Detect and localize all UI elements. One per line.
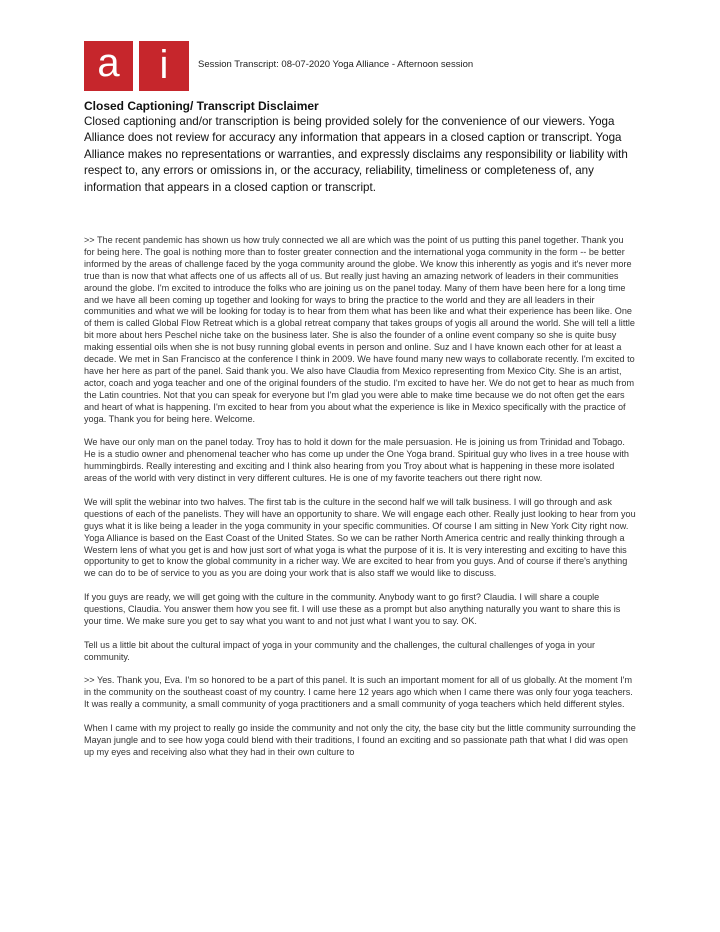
disclaimer-heading: Closed Captioning/ Transcript Disclaimer [84, 99, 319, 113]
disclaimer-section [84, 98, 644, 196]
transcript-paragraph: >> The recent pandemic has shown us how truly connected we all are which was the point of us putting this panel together. Thank you for being here. The goal is nothing more than to foster greater connection and the international yoga community in the form -- be better informed by the areas of challenge faced by the yoga community around the globe. We know this inherently as yogis and it's never more true than is now that what affects one of us affects all of us. But really just having an amazing network of leaders in their communities around the globe. I'm excited to introduce the folks who are joining us on the panel today. Many of them have been here for a long time and we have all been coming up together and looking for ways to bring the practice to the world and they are all leaders in their communities and what we will be looking for today is to hear from them what has been like and what their experience has been like. One of them is called Global Flow Retreat which is a global retreat company that takes groups of yogis all around the world. She will tell a little bit more about hers Peschel niche take on the business later. She is also the founder of a online event company so she is quite busy making essential oils when she is not busy running global events in person and online. Suz and I have known each other for at least a decade. We met in San Francisco at the conference I think in 2009. We have found many new ways to collaborate recently. I'm excited to have her here as part of the panel. Said thank you. We also have Claudia from Mexico representing from Mexico City. She is an artist, actor, coach and yoga teacher and one of the original founders of the studio. I'm excited to have her. We do not get to hear as much from the Latin countries. Not that you can speak for everyone but I'm glad you were able to make time because we do not often get the ears and heart of what is happening. I'm excited to hear from you about what the experience is like in Mexico specifically with the practice of yoga. Thank you for being here. Welcome. [84, 235, 635, 424]
transcript-paragraph: We will split the webinar into two halves. The first tab is the culture in the second half we will talk business. I will go through and ask questions of each of the panelists. They will have an opportunity to share. We will engage each other. Really just looking to hear from you guys what it is like being a leader in the yoga community in your specific communities. Of course I am sitting in New York City right now. Yoga Alliance is based on the East Coast of the United States. So we can be rather North America centric and really thinking through a Western lens of what you get is and how just sort of what yoga is what the purpose of it is. It is very interesting and exciting to have this opportunity to get to know the global community in a richer way. We are excited to hear from you guys. And of course if there's anything we can do to be of service to you as you are doing your work that is also staff we would like to discuss. [84, 496, 636, 579]
transcript-body [84, 235, 636, 771]
transcript-paragraph: >> Yes. Thank you, Eva. I'm so honored to be a part of this panel. It is such an important moment for all of us globally. At the moment I'm in the community on the southeast coast of my country. I came here 12 years ago which when I came there was only four yoga teachers. It was really a community, a small community of yoga practitioners and a small community of yoga teachers which held different styles. [84, 675, 633, 710]
transcript-paragraph: Tell us a little bit about the cultural impact of yoga in your community and the challenges, the cultural challenges of yoga in your community. [84, 639, 596, 662]
transcript-paragraph: If you guys are ready, we will get going with the culture in the community. Anybody want to go first? Claudia. I will share a couple questions, Claudia. You answer them how you see fit. I will use these as a prompt but also anything naturally you want to share this is your time. We make sure you get to say what you want to and not just what I want you to say. OK. [84, 592, 621, 626]
yoga-alliance-logo [84, 41, 189, 91]
logo-letter-a: a [84, 41, 133, 91]
logo-letter-i: i [139, 41, 189, 91]
disclaimer-body: Closed captioning and/or transcription is being provided solely for the convenience of our viewers. Yoga Alliance does not review for accuracy any information that appears in a closed caption or transcript. Yoga Alliance makes no representations or warranties, and expressly disclaims any responsibility or liability with respect to, any errors or omissions in, or the accuracy, reliability, timeliness or completeness of, any information that appears in a closed caption or transcript. [84, 115, 628, 194]
transcript-paragraph: We have our only man on the panel today. Troy has to hold it down for the male persuasion. He is joining us from Trinidad and Tobago. He is a studio owner and phenomenal teacher who has come up under the One Yoga brand. Spiritual guy who lives in a tree house with hummingbirds. Really interesting and exciting and I think also hearing from you Troy about what is happening in these more isolated areas of the world with very distinct in very different cultures. He is one of my favorite teachers out there right now. [84, 437, 629, 484]
session-title: Session Transcript: 08-07-2020 Yoga Alliance - Afternoon session [198, 59, 474, 70]
transcript-paragraph: When I came with my project to really go inside the community and not only the city, the base city but the little community surrounding the Mayan jungle and to see how yoga could blend with their traditions, I found an exciting and so passionate path that what I did was open up my eyes and receiving also what they had in their own culture to [84, 723, 636, 757]
